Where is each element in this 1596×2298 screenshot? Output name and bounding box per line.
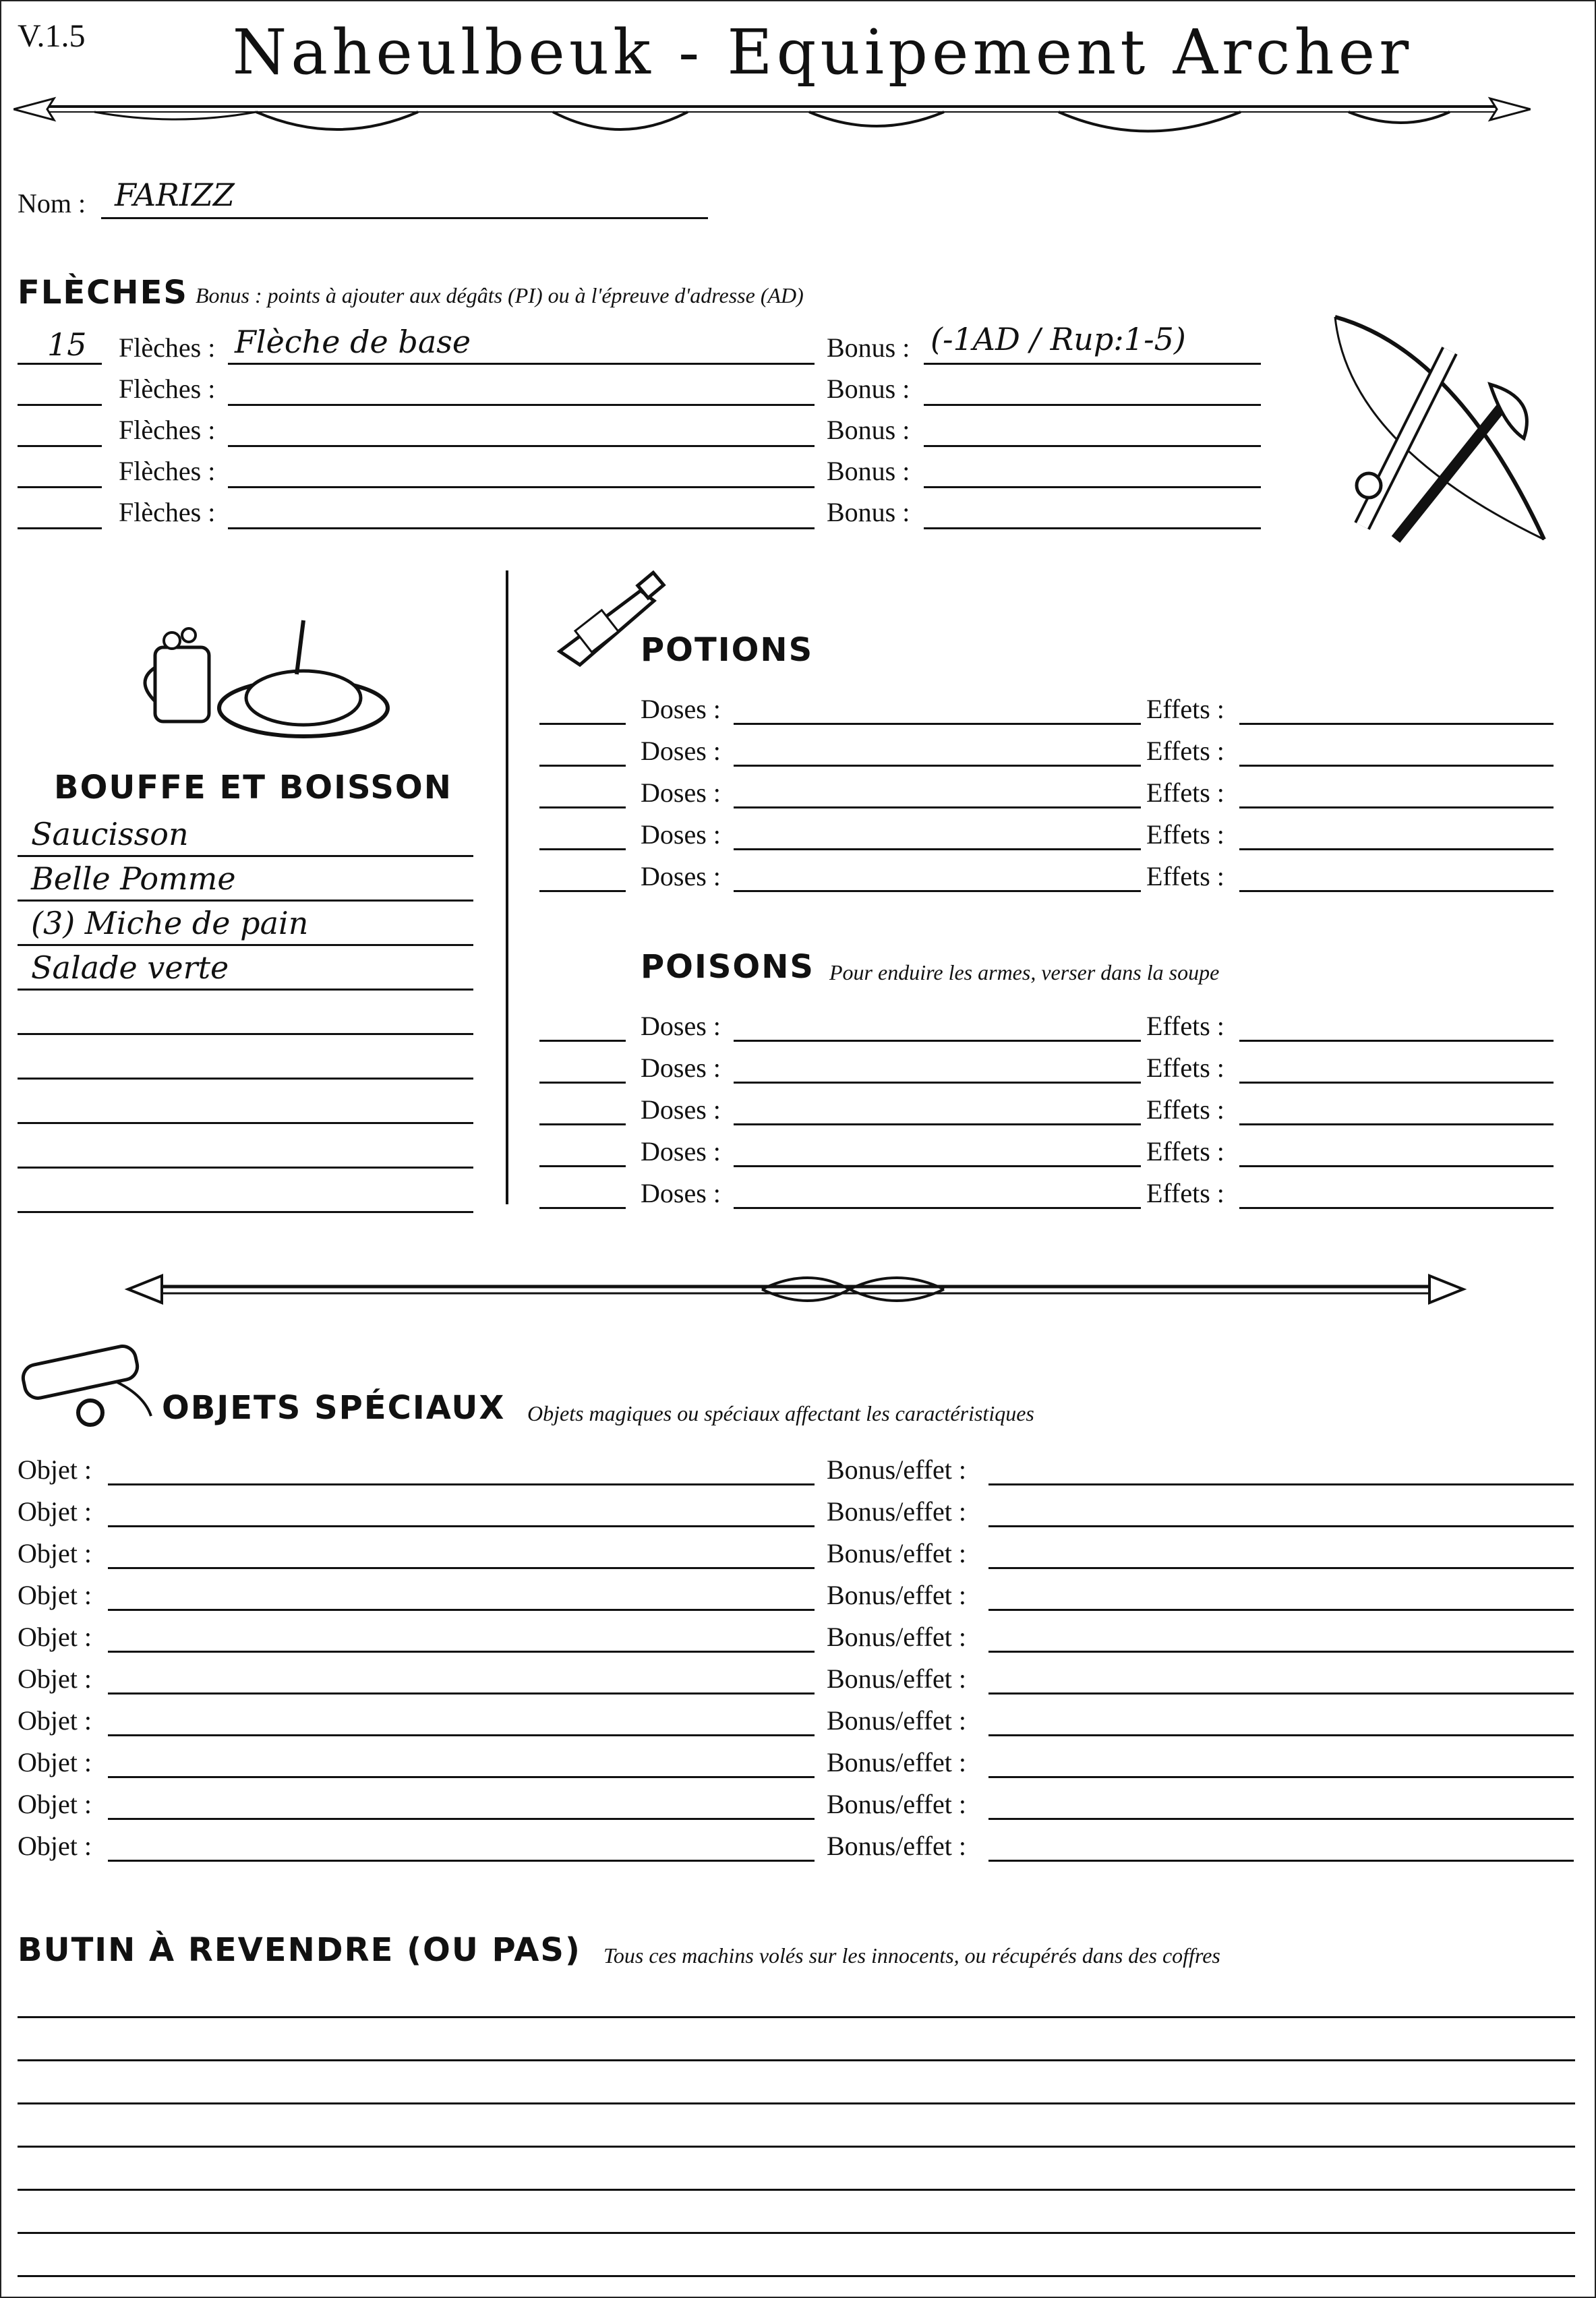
fleches-count-line <box>18 363 102 365</box>
fleches-count-line <box>18 527 102 529</box>
fleches-bonus-label: Bonus : <box>827 374 910 404</box>
fleches-type-line <box>228 404 815 406</box>
objet-bonus-label: Bonus/effet : <box>827 1831 967 1861</box>
objet-line <box>108 1734 815 1736</box>
potions-doses-label: Doses : <box>641 861 721 891</box>
potions-doses-label: Doses : <box>641 819 721 850</box>
potions-effets-label: Effets : <box>1146 736 1224 766</box>
objet-bonus-label: Bonus/effet : <box>827 1538 967 1568</box>
objet-label: Objet : <box>18 1831 92 1861</box>
poisons-doses-line <box>734 1040 1141 1042</box>
potions-qty-line <box>539 765 626 767</box>
poisons-doses-line <box>734 1082 1141 1084</box>
bouffe-item[interactable]: (3) Miche de pain <box>31 905 309 941</box>
fleches-bonus-label: Bonus : <box>827 332 910 363</box>
potions-doses-line <box>734 806 1141 808</box>
potions-doses-label: Doses : <box>641 694 721 724</box>
potions-doses-line <box>734 848 1141 850</box>
objet-bonus-line <box>988 1609 1574 1611</box>
fleches-row-label: Flèches : <box>119 332 216 363</box>
poisons-doses-line <box>734 1123 1141 1125</box>
potions-effets-line <box>1239 890 1554 892</box>
objet-bonus-line <box>988 1734 1574 1736</box>
fleches-bonus-label: Bonus : <box>827 415 910 445</box>
bouffe-item[interactable]: Belle Pomme <box>31 860 236 897</box>
butin-line[interactable] <box>18 2102 1575 2104</box>
poisons-doses-label: Doses : <box>641 1136 721 1167</box>
bouffe-item[interactable]: Salade verte <box>31 949 229 986</box>
butin-line[interactable] <box>18 2146 1575 2148</box>
fleches-bonus-label: Bonus : <box>827 456 910 486</box>
objet-line <box>108 1567 815 1569</box>
poisons-effets-line <box>1239 1207 1554 1209</box>
objet-bonus-label: Bonus/effet : <box>827 1747 967 1777</box>
poisons-qty-line <box>539 1123 626 1125</box>
page-title: Naheulbeuk - Equipement Archer <box>232 16 1413 88</box>
poisons-effets-label: Effets : <box>1146 1011 1224 1041</box>
poisons-doses-label: Doses : <box>641 1094 721 1125</box>
objet-bonus-line <box>988 1567 1574 1569</box>
fleches-bonus-value[interactable]: (-1AD / Rup:1-5) <box>930 321 1186 357</box>
objet-line <box>108 1609 815 1611</box>
fleches-type-line <box>228 527 815 529</box>
poisons-doses-line <box>734 1207 1141 1209</box>
nom-value[interactable]: FARIZZ <box>115 177 235 213</box>
objet-label: Objet : <box>18 1789 92 1819</box>
potions-doses-line <box>734 723 1141 725</box>
poisons-effets-label: Effets : <box>1146 1136 1224 1167</box>
objet-line <box>108 1692 815 1695</box>
fleches-count-line <box>18 486 102 488</box>
fleches-count-line <box>18 445 102 447</box>
fleches-bonus-line <box>924 445 1261 447</box>
fleches-subtitle: Bonus : points à ajouter aux dégâts (PI) ou à l'épreuve d'adresse (AD) <box>196 283 804 307</box>
objet-bonus-label: Bonus/effet : <box>827 1622 967 1652</box>
potions-effets-line <box>1239 765 1554 767</box>
bouffe-item-line <box>18 1078 473 1080</box>
bouffe-item[interactable]: Saucisson <box>31 816 189 852</box>
butin-line[interactable] <box>18 2232 1575 2234</box>
objets-subtitle: Objets magiques ou spéciaux affectant les caractéristiques <box>527 1401 1034 1425</box>
potions-effets-label: Effets : <box>1146 861 1224 891</box>
poisons-qty-line <box>539 1165 626 1167</box>
fleches-title: FLÈCHES <box>18 274 188 312</box>
objet-line <box>108 1776 815 1778</box>
objet-bonus-label: Bonus/effet : <box>827 1663 967 1694</box>
objet-bonus-line <box>988 1651 1574 1653</box>
potions-qty-line <box>539 723 626 725</box>
poisons-doses-line <box>734 1165 1141 1167</box>
poisons-title: POISONS <box>641 948 815 986</box>
objet-label: Objet : <box>18 1747 92 1777</box>
poisons-doses-label: Doses : <box>641 1178 721 1208</box>
fleches-type-line <box>228 363 815 365</box>
crossed-weapons-icon <box>1322 310 1564 553</box>
poisons-effets-line <box>1239 1040 1554 1042</box>
potions-qty-line <box>539 848 626 850</box>
nom-field-line <box>101 217 708 219</box>
objet-label: Objet : <box>18 1705 92 1736</box>
poisons-doses-label: Doses : <box>641 1053 721 1083</box>
objet-label: Objet : <box>18 1538 92 1568</box>
objet-label: Objet : <box>18 1580 92 1610</box>
fleches-count-line <box>18 404 102 406</box>
poisons-effets-label: Effets : <box>1146 1178 1224 1208</box>
potions-title: POTIONS <box>641 631 814 669</box>
poisons-effets-line <box>1239 1082 1554 1084</box>
objet-bonus-label: Bonus/effet : <box>827 1454 967 1485</box>
fleches-row-label: Flèches : <box>119 456 216 486</box>
bouffe-item-line <box>18 855 473 857</box>
objet-label: Objet : <box>18 1454 92 1485</box>
poisons-effets-label: Effets : <box>1146 1053 1224 1083</box>
staff-divider-icon <box>121 1260 1470 1314</box>
bouffe-item-line <box>18 1122 473 1124</box>
fleches-bonus-line <box>924 527 1261 529</box>
poisons-qty-line <box>539 1040 626 1042</box>
butin-line[interactable] <box>18 2016 1575 2018</box>
potions-doses-line <box>734 765 1141 767</box>
bouffe-item-line <box>18 944 473 946</box>
objets-title: OBJETS SPÉCIAUX <box>162 1389 506 1427</box>
fleches-count-value[interactable]: 15 <box>47 326 87 363</box>
butin-line[interactable] <box>18 2275 1575 2277</box>
vertical-divider <box>506 570 508 1204</box>
poisons-effets-label: Effets : <box>1146 1094 1224 1125</box>
objet-bonus-line <box>988 1860 1574 1862</box>
poisons-doses-label: Doses : <box>641 1011 721 1041</box>
fleches-row-label: Flèches : <box>119 374 216 404</box>
fleches-type-line <box>228 486 815 488</box>
butin-line[interactable] <box>18 2189 1575 2191</box>
objet-line <box>108 1818 815 1820</box>
butin-line[interactable] <box>18 2059 1575 2061</box>
objet-label: Objet : <box>18 1496 92 1527</box>
objet-bonus-line <box>988 1525 1574 1527</box>
objet-bonus-label: Bonus/effet : <box>827 1580 967 1610</box>
potions-qty-line <box>539 806 626 808</box>
objet-bonus-label: Bonus/effet : <box>827 1705 967 1736</box>
objet-label: Objet : <box>18 1663 92 1694</box>
fleches-bonus-line <box>924 404 1261 406</box>
objet-bonus-line <box>988 1776 1574 1778</box>
food-plate-icon <box>135 607 391 742</box>
potions-doses-line <box>734 890 1141 892</box>
bouffe-item-line <box>18 989 473 991</box>
fleches-type-line <box>228 445 815 447</box>
arrow-divider-icon <box>13 86 1531 147</box>
objet-line <box>108 1860 815 1862</box>
butin-title: BUTIN À REVENDRE (OU PAS) <box>18 1931 581 1969</box>
fleches-row-label: Flèches : <box>119 415 216 445</box>
fleches-row-label: Flèches : <box>119 497 216 527</box>
poisons-effets-line <box>1239 1123 1554 1125</box>
poisons-qty-line <box>539 1082 626 1084</box>
objet-line <box>108 1483 815 1485</box>
potions-effets-label: Effets : <box>1146 777 1224 808</box>
potions-doses-label: Doses : <box>641 736 721 766</box>
potions-effets-label: Effets : <box>1146 819 1224 850</box>
fleches-type-value[interactable]: Flèche de base <box>235 324 471 360</box>
bouffe-item-line <box>18 1211 473 1213</box>
poisons-qty-line <box>539 1207 626 1209</box>
objet-line <box>108 1525 815 1527</box>
bouffe-item-line <box>18 1167 473 1169</box>
fleches-bonus-line <box>924 363 1261 365</box>
nom-label: Nom : <box>18 188 86 218</box>
bouffe-item-line <box>18 900 473 902</box>
bouffe-title: BOUFFE ET BOISSON <box>54 769 452 806</box>
potions-effets-line <box>1239 806 1554 808</box>
scroll-ring-icon <box>16 1342 158 1436</box>
objet-bonus-line <box>988 1692 1574 1695</box>
butin-subtitle: Tous ces machins volés sur les innocents, ou récupérés dans des coffres <box>603 1943 1220 1968</box>
fleches-bonus-label: Bonus : <box>827 497 910 527</box>
potions-effets-line <box>1239 723 1554 725</box>
objet-line <box>108 1651 815 1653</box>
potions-qty-line <box>539 890 626 892</box>
potions-effets-label: Effets : <box>1146 694 1224 724</box>
bouffe-item-line <box>18 1033 473 1035</box>
potions-doses-label: Doses : <box>641 777 721 808</box>
objet-bonus-label: Bonus/effet : <box>827 1496 967 1527</box>
potions-effets-line <box>1239 848 1554 850</box>
objet-bonus-label: Bonus/effet : <box>827 1789 967 1819</box>
objet-bonus-line <box>988 1818 1574 1820</box>
fleches-bonus-line <box>924 486 1261 488</box>
poisons-effets-line <box>1239 1165 1554 1167</box>
poisons-subtitle: Pour enduire les armes, verser dans la soupe <box>829 960 1220 984</box>
objet-bonus-line <box>988 1483 1574 1485</box>
version-label: V.1.5 <box>18 18 86 54</box>
objet-label: Objet : <box>18 1622 92 1652</box>
